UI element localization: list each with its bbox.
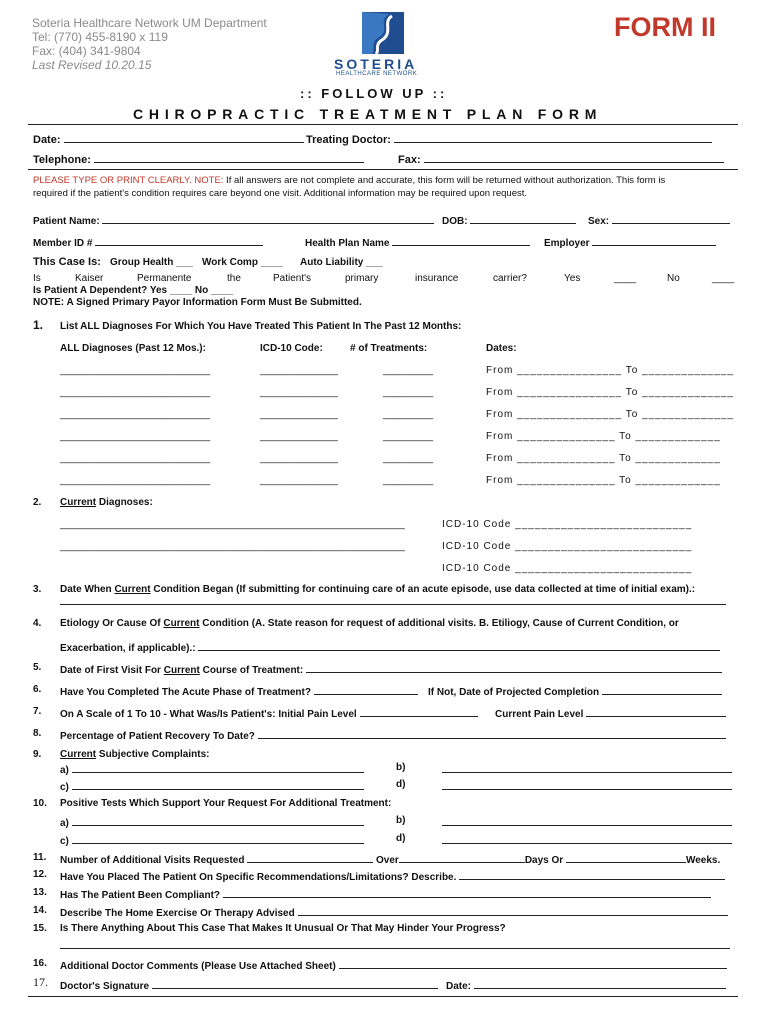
q2-number: 2. (33, 497, 42, 508)
kaiser-w2: Permanente (137, 273, 192, 284)
q5-field[interactable] (306, 662, 722, 673)
q1-from[interactable]: From ________________ To ______________ (486, 365, 734, 376)
q1-treat-field[interactable]: _________ (383, 387, 434, 398)
soteria-logo-icon (362, 12, 404, 54)
case-group-health[interactable]: Group Health ___ (110, 257, 193, 268)
q14-number: 14. (33, 905, 47, 916)
q12-text: Have You Placed The Patient On Specific Recommendations/Limitations? Describe. (60, 869, 725, 883)
patient-name-label: Patient Name: (33, 213, 434, 227)
q7-text: On A Scale of 1 To 10 - What Was/Is Patient's: Initial Pain Level (60, 706, 478, 720)
q8-text: Percentage of Patient Recovery To Date? (60, 728, 726, 742)
q1-col-dates: Dates: (486, 343, 517, 354)
q9-number: 9. (33, 749, 42, 760)
kaiser-w4: Patient's (273, 273, 312, 284)
kaiser-w7: carrier? (493, 273, 527, 284)
q3-text: Date When Current Condition Began (If submitting for continuing care of an acute episode, use data collected at time of initial exam).: (60, 584, 696, 595)
kaiser-no-blank[interactable]: ____ (712, 273, 735, 284)
q1-icd-field[interactable]: ______________ (260, 475, 338, 486)
q1-diag-field[interactable]: ___________________________ (60, 475, 211, 486)
fax-label: Fax: (398, 152, 724, 166)
q9-d-field[interactable] (442, 789, 732, 790)
q14-field[interactable] (298, 905, 728, 916)
q2-icd-field[interactable]: ICD-10 Code ___________________________ (442, 541, 693, 552)
q9-text: Current Subjective Complaints: (60, 749, 210, 760)
q1-text: List ALL Diagnoses For Which You Have Treated This Patient In The Past 12 Months: (60, 321, 462, 332)
q13-number: 13. (33, 887, 47, 898)
q10-c-field[interactable] (72, 833, 364, 844)
q1-from[interactable]: From ________________ To ______________ (486, 387, 734, 398)
case-label: This Case Is: (33, 256, 101, 268)
q1-icd-field[interactable]: ______________ (260, 365, 338, 376)
q1-icd-field[interactable]: ______________ (260, 453, 338, 464)
q6-projected-field[interactable] (602, 684, 722, 695)
q10-a-field[interactable] (72, 815, 364, 826)
fax-field[interactable] (424, 152, 724, 163)
q9-a-field[interactable] (72, 762, 364, 773)
q12-number: 12. (33, 869, 47, 880)
q1-col-treatments: # of Treatments: (350, 343, 428, 354)
kaiser-yes: Yes (564, 273, 581, 284)
payor-note: NOTE: A Signed Primary Payor Information Form Must Be Submitted. (33, 297, 362, 308)
q6-text: Have You Completed The Acute Phase of Treatment? (60, 684, 418, 698)
q1-icd-field[interactable]: ______________ (260, 387, 338, 398)
q13-text: Has The Patient Been Compliant? (60, 887, 711, 901)
kaiser-yes-blank[interactable]: ____ (614, 273, 637, 284)
q1-col-icd: ICD-10 Code: (260, 343, 323, 354)
member-id-field[interactable] (95, 235, 263, 246)
employer-label: Employer (544, 235, 716, 249)
logo-subtitle: HEALTHCARE NETWORK (336, 71, 418, 77)
q17-number: 17. (33, 975, 48, 989)
kaiser-w3: the (227, 273, 241, 284)
q1-treat-field[interactable]: _________ (383, 365, 434, 376)
org-tel: Tel: (770) 455-8190 x 119 (32, 30, 168, 44)
q4-text: Etiology Or Cause Of Current Condition (A. State reason for request of additional visits. B. Etiliogy, Cause of Current Condition, or (60, 618, 679, 629)
org-fax: Fax: (404) 341-9804 (32, 44, 141, 58)
q1-from[interactable]: From _______________ To _____________ (486, 475, 721, 486)
q2-diag-field[interactable]: ______________________________________________________________ (60, 519, 405, 530)
kaiser-w5: primary (345, 273, 379, 284)
q8-number: 8. (33, 728, 42, 739)
q9-a: a) (60, 762, 364, 776)
q7-current-field[interactable] (586, 706, 726, 717)
q15-text: Is There Anything About This Case That Makes It Unusual Or That May Hinder Your Progress? (60, 923, 506, 934)
q1-icd-field[interactable]: ______________ (260, 409, 338, 420)
signature-field[interactable] (152, 978, 438, 989)
bottom-rule (28, 996, 738, 997)
q9-c-field[interactable] (72, 779, 364, 790)
dependent-question: Is Patient A Dependent? Yes ____ No ____ (33, 285, 234, 296)
q1-from[interactable]: From _______________ To _____________ (486, 431, 721, 442)
date-field[interactable] (64, 132, 304, 143)
form-id: FORM II (614, 12, 716, 42)
q15-number: 15. (33, 923, 47, 934)
signature-date-field[interactable] (474, 978, 726, 989)
treating-doctor-label: Treating Doctor: (306, 132, 712, 146)
q1-treat-field[interactable]: _________ (383, 409, 434, 420)
kaiser-w0: Is (33, 273, 41, 284)
sex-field[interactable] (612, 213, 730, 224)
q6-text2: If Not, Date of Projected Completion (428, 684, 722, 698)
top-rule (28, 124, 738, 125)
q10-text: Positive Tests Which Support Your Request For Additional Treatment: (60, 798, 392, 809)
q1-icd-field[interactable]: ______________ (260, 431, 338, 442)
q1-diag-field[interactable]: ___________________________ (60, 409, 211, 420)
followup-title: :: FOLLOW UP :: (300, 86, 448, 101)
notice-line2: required if the patient's condition requires care beyond one visit. Additional information may be required upon request. (33, 188, 527, 199)
employer-field[interactable] (592, 235, 716, 246)
sex-label: Sex: (588, 213, 730, 227)
q4-text-line2: Exacerbation, if applicable).: (60, 640, 720, 654)
case-auto-liability[interactable]: Auto Liability ___ (300, 257, 383, 268)
health-plan-label: Health Plan Name (305, 235, 530, 249)
q11-weeks-field[interactable] (566, 852, 686, 863)
logo-name: SOTERIA (334, 56, 418, 72)
q16-number: 16. (33, 958, 47, 969)
patient-name-field[interactable] (102, 213, 434, 224)
notice-rule (28, 169, 738, 170)
dob-field[interactable] (470, 213, 576, 224)
q7-initial-field[interactable] (360, 706, 478, 717)
q10-d-field[interactable] (442, 843, 732, 844)
q2-icd-field[interactable]: ICD-10 Code ___________________________ (442, 563, 693, 574)
notice-line1: PLEASE TYPE OR PRINT CLEARLY. NOTE: If all answers are not complete and accurate, this form will be returned without authorization. This form is (33, 175, 666, 186)
kaiser-w6: insurance (415, 273, 459, 284)
q12-field[interactable] (459, 869, 725, 880)
q14-text: Describe The Home Exercise Or Therapy Advised (60, 905, 728, 919)
q4-field[interactable] (198, 640, 720, 651)
q4-number: 4. (33, 618, 42, 629)
main-title: CHIROPRACTIC TREATMENT PLAN FORM (133, 106, 603, 122)
q1-diag-field[interactable]: ___________________________ (60, 365, 211, 376)
treating-doctor-field[interactable] (394, 132, 712, 143)
q6-field[interactable] (314, 684, 418, 695)
case-work-comp[interactable]: Work Comp ____ (202, 257, 283, 268)
q10-b: b) (396, 815, 406, 826)
q10-b-field[interactable] (442, 825, 732, 826)
q16-text: Additional Doctor Comments (Please Use Attached Sheet) (60, 958, 727, 972)
q11-visits-field[interactable] (247, 852, 373, 863)
q1-col-diagnoses: ALL Diagnoses (Past 12 Mos.): (60, 343, 206, 354)
q2-diag-field[interactable]: ______________________________________________________________ (60, 541, 405, 552)
q2-text: Current Diagnoses: (60, 497, 153, 508)
q17-text: Doctor's Signature (60, 978, 438, 992)
q1-from[interactable]: From ________________ To ______________ (486, 409, 734, 420)
q7-text2: Current Pain Level (495, 706, 726, 720)
q16-field[interactable] (339, 958, 727, 969)
org-name: Soteria Healthcare Network UM Department (32, 16, 267, 30)
q7-number: 7. (33, 706, 42, 717)
q1-treat-field[interactable]: _________ (383, 475, 434, 486)
q11-text: Number of Additional Visits Requested Over Days Or Weeks. (60, 852, 720, 866)
q15-field[interactable] (60, 948, 730, 949)
q17-date: Date: (446, 978, 726, 992)
q2-icd-field[interactable]: ICD-10 Code ___________________________ (442, 519, 693, 530)
q1-diag-field[interactable]: ___________________________ (60, 387, 211, 398)
q3-number: 3. (33, 584, 42, 595)
q9-b: b) (396, 762, 406, 773)
q5-number: 5. (33, 662, 42, 673)
q9-b-field[interactable] (442, 772, 732, 773)
q1-diag-field[interactable]: ___________________________ (60, 453, 211, 464)
q10-a: a) (60, 815, 364, 829)
q9-d: d) (396, 779, 406, 790)
kaiser-no: No (667, 273, 680, 284)
revised-date: Last Revised 10.20.15 (32, 58, 152, 72)
member-id-label: Member ID # (33, 235, 263, 249)
q9-c: c) (60, 779, 364, 793)
telephone-field[interactable] (94, 152, 364, 163)
telephone-label: Telephone: (33, 152, 364, 166)
kaiser-w1: Kaiser (75, 273, 104, 284)
q11-days-field[interactable] (399, 852, 525, 863)
q1-from[interactable]: From _______________ To _____________ (486, 453, 721, 464)
date-label: Date: (33, 132, 304, 146)
health-plan-field[interactable] (392, 235, 530, 246)
q10-d: d) (396, 833, 406, 844)
q3-field[interactable] (60, 604, 726, 605)
q8-field[interactable] (258, 728, 726, 739)
q10-c: c) (60, 833, 364, 847)
q5-text: Date of First Visit For Current Course of Treatment: (60, 662, 722, 676)
q11-number: 11. (33, 852, 47, 863)
q13-field[interactable] (223, 887, 711, 898)
q1-treat-field[interactable]: _________ (383, 453, 434, 464)
q1-treat-field[interactable]: _________ (383, 431, 434, 442)
dob-label: DOB: (442, 213, 576, 227)
q6-number: 6. (33, 684, 42, 695)
q1-diag-field[interactable]: ___________________________ (60, 431, 211, 442)
q1-number: 1. (33, 318, 44, 332)
q10-number: 10. (33, 798, 47, 809)
